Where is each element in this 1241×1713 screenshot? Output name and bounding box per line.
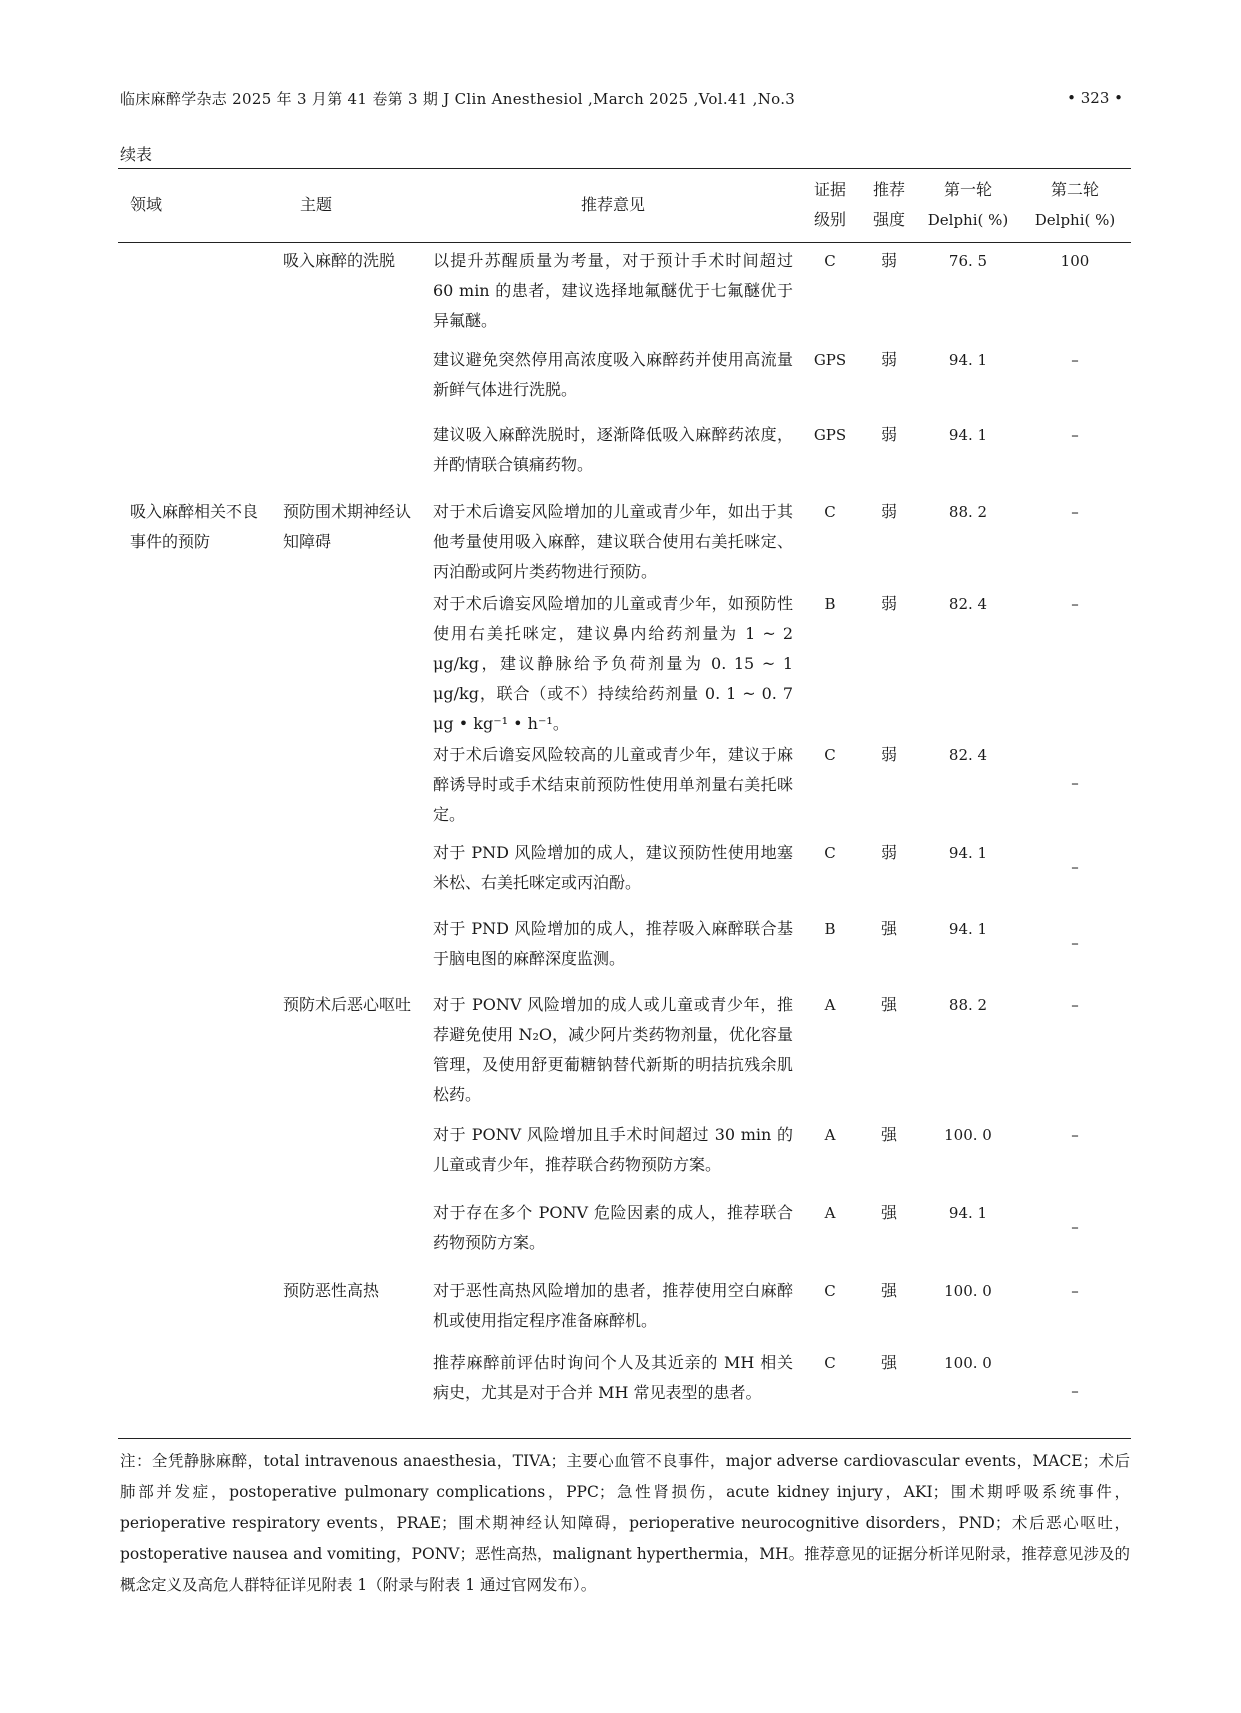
recommendation-text: 建议避免突然停用高浓度吸入麻醉药并使用高流量新鲜气体进行洗脱。 xyxy=(433,350,793,399)
delphi-round2: – xyxy=(1071,426,1079,444)
delphi-round1: 94. 1 xyxy=(948,844,988,862)
delphi-round2: – xyxy=(1071,858,1079,876)
evidence-grade: A xyxy=(824,1204,836,1222)
running-header xyxy=(120,86,1123,110)
header-domain: 领域 xyxy=(130,195,163,214)
journal-citation: 临床麻醉学杂志 2025 年 3 月第 41 卷第 3 期 J Clin Anesthesiol ,March 2025 ,Vol.41 ,No.3 xyxy=(120,89,796,108)
recommendation-text: 对于 PND 风险增加的成人，建议预防性使用地塞米松、右美托咪定或丙泊酚。 xyxy=(433,843,793,892)
recommendation-text: 对于存在多个 PONV 危险因素的成人，推荐联合药物预防方案。 xyxy=(433,1203,793,1252)
evidence-grade: C xyxy=(824,746,836,764)
table-bottom-rule xyxy=(118,1438,1131,1439)
recommendation-strength: 弱 xyxy=(880,425,897,444)
topic-ponv: 预防术后恶心呕吐 xyxy=(283,995,412,1014)
header-evidence-grade-line2: 级别 xyxy=(813,210,846,229)
table-header-rule xyxy=(118,242,1131,243)
evidence-grade: C xyxy=(824,844,836,862)
header-evidence-grade xyxy=(800,175,860,235)
recommendation-strength: 强 xyxy=(880,1353,897,1372)
recommendation-text: 建议吸入麻醉洗脱时，逐渐降低吸入麻醉药浓度，并酌情联合镇痛药物。 xyxy=(433,425,793,474)
header-strength-line1: 推荐 xyxy=(872,180,905,199)
delphi-round1: 100. 0 xyxy=(944,1282,992,1300)
evidence-grade: GPS xyxy=(813,426,847,444)
delphi-round1: 88. 2 xyxy=(948,996,988,1014)
delphi-round2: – xyxy=(1071,774,1079,792)
topic-mh: 预防恶性高热 xyxy=(283,1281,380,1300)
evidence-grade: B xyxy=(824,920,836,938)
header-round2 xyxy=(1020,175,1130,235)
topic-washout: 吸入麻醉的洗脱 xyxy=(283,251,396,270)
delphi-round1: 94. 1 xyxy=(948,351,988,369)
table-footnote: 注：全凭静脉麻醉，total intravenous anaesthesia，TIVA；主要心血管不良事件，major adverse cardiovascular events，MACE；术后肺部并发症，postoperative pulmonary complications，PPC；急性肾损伤，acute kidney injury，AKI；围术期呼吸系统事件，perioperative respiratory events，PRAE；围术期神经认知障碍，perioperative neurocognitive disorders，PND；术后恶心呕吐，postoperative nausea and vomiting，PONV；恶性高热，malignant hyperthermia，MH。推荐意见的证据分析详见附录，推荐意见涉及的概念定义及高危人群特征详见附表 1（附录与附表 1 通过官网发布）。 xyxy=(120,1452,1130,1594)
delphi-round2: – xyxy=(1071,351,1079,369)
delphi-round2: – xyxy=(1071,996,1079,1014)
recommendation-text: 对于 PND 风险增加的成人，推荐吸入麻醉联合基于脑电图的麻醉深度监测。 xyxy=(433,919,793,968)
evidence-grade: A xyxy=(824,1126,836,1144)
delphi-round1: 82. 4 xyxy=(948,595,988,613)
recommendation-strength: 强 xyxy=(880,1125,897,1144)
delphi-round1: 94. 1 xyxy=(948,920,988,938)
header-round1-line2: Delphi( %) xyxy=(927,211,1009,229)
delphi-round2: – xyxy=(1071,1282,1079,1300)
header-strength xyxy=(860,175,918,235)
recommendation-strength: 弱 xyxy=(880,745,897,764)
evidence-grade: B xyxy=(824,595,836,613)
delphi-round2: – xyxy=(1071,503,1079,521)
recommendation-strength: 强 xyxy=(880,1281,897,1300)
delphi-round2: – xyxy=(1071,1126,1079,1144)
recommendation-strength: 弱 xyxy=(880,502,897,521)
header-round1 xyxy=(918,175,1018,235)
evidence-grade: C xyxy=(824,252,836,270)
recommendation-strength: 强 xyxy=(880,995,897,1014)
evidence-grade: A xyxy=(824,996,836,1014)
delphi-round2: – xyxy=(1071,1382,1079,1400)
page-number: • 323 • xyxy=(1067,89,1123,107)
header-evidence-grade-line1: 证据 xyxy=(813,180,846,199)
table-continuation-label: 续表 xyxy=(120,145,153,164)
header-round1-line1: 第一轮 xyxy=(943,180,992,199)
recommendation-text: 以提升苏醒质量为考量，对于预计手术时间超过 60 min 的患者，建议选择地氟醚优于七氟醚优于异氟醚。 xyxy=(433,251,793,330)
header-round2-line1: 第二轮 xyxy=(1050,180,1099,199)
evidence-grade: GPS xyxy=(813,351,847,369)
delphi-round2: 100 xyxy=(1060,252,1090,270)
header-recommendation: 推荐意见 xyxy=(580,195,645,214)
delphi-round1: 82. 4 xyxy=(948,746,988,764)
table-top-rule xyxy=(118,168,1131,169)
delphi-round2: – xyxy=(1071,595,1079,613)
recommendation-text: 对于恶性高热风险增加的患者，推荐使用空白麻醉机或使用指定程序准备麻醉机。 xyxy=(433,1281,793,1330)
evidence-grade: C xyxy=(824,1282,836,1300)
recommendation-strength: 弱 xyxy=(880,350,897,369)
delphi-round2: – xyxy=(1071,1218,1079,1236)
delphi-round2: – xyxy=(1071,934,1079,952)
recommendation-text: 对于术后谵妄风险较高的儿童或青少年，建议于麻醉诱导时或手术结束前预防性使用单剂量右美托咪定。 xyxy=(433,745,793,824)
evidence-grade: C xyxy=(824,1354,836,1372)
evidence-grade: C xyxy=(824,503,836,521)
recommendation-strength: 强 xyxy=(880,1203,897,1222)
delphi-round1: 100. 0 xyxy=(944,1354,992,1372)
delphi-round1: 88. 2 xyxy=(948,503,988,521)
recommendation-text: 对于术后谵妄风险增加的儿童或青少年，如出于其他考量使用吸入麻醉，建议联合使用右美托咪定、丙泊酚或阿片类药物进行预防。 xyxy=(433,502,793,581)
recommendation-text: 推荐麻醉前评估时询问个人及其近亲的 MH 相关病史，尤其是对于合并 MH 常见表型的患者。 xyxy=(433,1353,793,1402)
delphi-round1: 94. 1 xyxy=(948,426,988,444)
delphi-round1: 100. 0 xyxy=(944,1126,992,1144)
recommendation-text: 对于术后谵妄风险增加的儿童或青少年，如预防性使用右美托咪定，建议鼻内给药剂量为 1 ~ 2 μg/kg，建议静脉给予负荷剂量为 0. 15 ~ 1 μg/kg，联合（或不）持续给药剂量 0. 1 ~ 0. 7 μg • kg⁻¹ • h⁻¹。 xyxy=(433,594,793,733)
header-topic: 主题 xyxy=(300,195,333,214)
header-round2-line2: Delphi( %) xyxy=(1034,211,1116,229)
recommendation-strength: 弱 xyxy=(880,594,897,613)
recommendation-strength: 弱 xyxy=(880,251,897,270)
recommendation-text: 对于 PONV 风险增加且手术时间超过 30 min 的儿童或青少年，推荐联合药物预防方案。 xyxy=(433,1125,793,1174)
recommendation-strength: 弱 xyxy=(880,843,897,862)
recommendation-strength: 强 xyxy=(880,919,897,938)
header-strength-line2: 强度 xyxy=(872,210,905,229)
delphi-round1: 94. 1 xyxy=(948,1204,988,1222)
topic-pnd: 预防围术期神经认知障碍 xyxy=(283,502,412,551)
recommendation-text: 对于 PONV 风险增加的成人或儿童或青少年，推荐避免使用 N₂O，减少阿片类药物剂量，优化容量管理，及使用舒更葡糖钠替代新斯的明拮抗残余肌松药。 xyxy=(433,995,793,1104)
domain-cell: 吸入麻醉相关不良事件的预防 xyxy=(130,502,259,551)
delphi-round1: 76. 5 xyxy=(948,252,988,270)
